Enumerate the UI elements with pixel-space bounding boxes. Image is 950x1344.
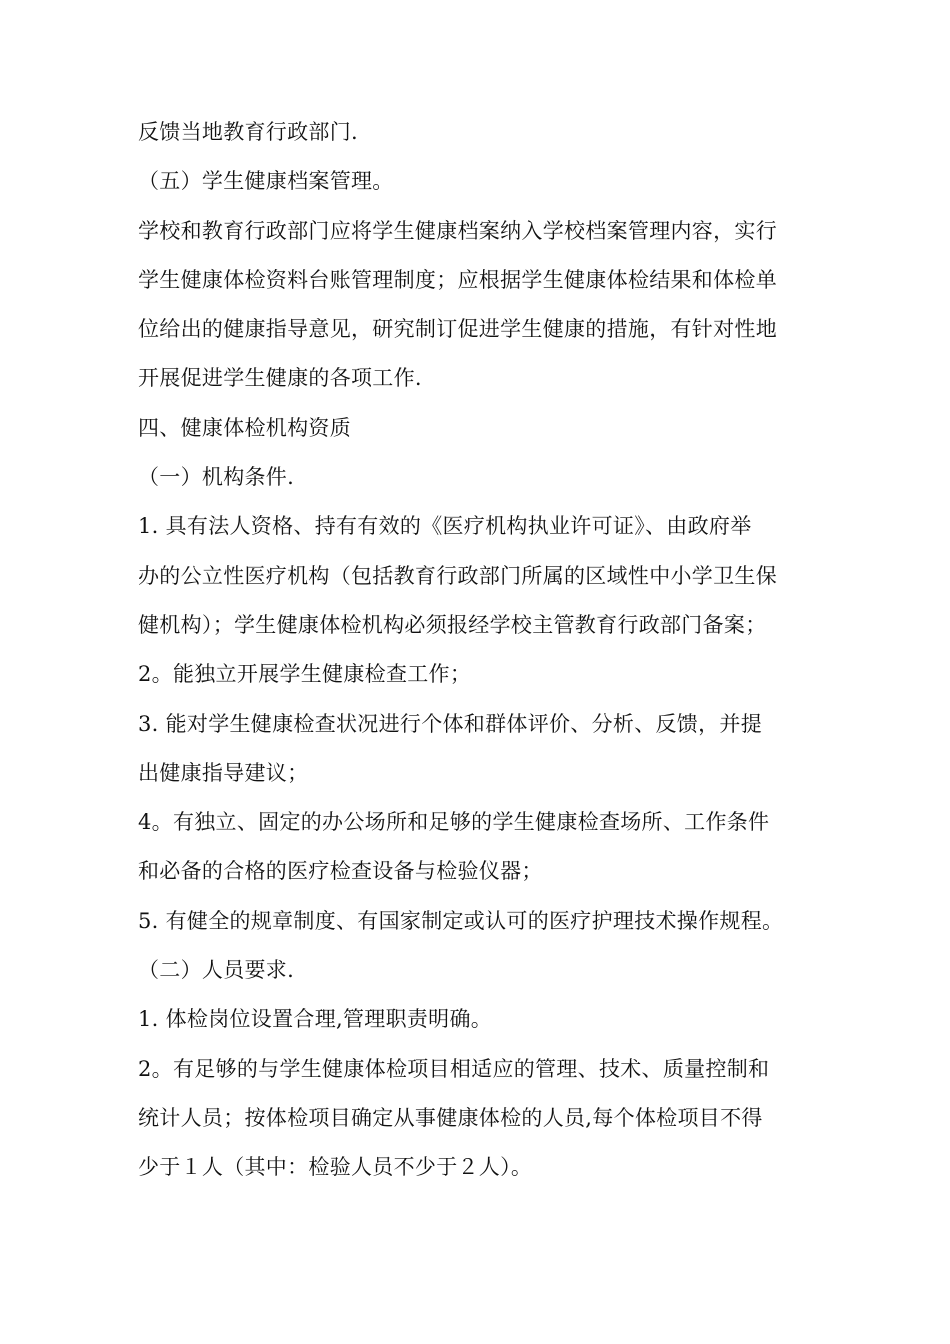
section-heading: （一）机构条件. [138,465,295,490]
text-line: 健机构）；学生健康体检机构必须报经学校主管教育行政部门备案； [138,612,767,637]
list-item: 3. 能对学生健康检查状况进行个体和群体评价、分析、反馈，并提 [138,711,763,736]
list-item: 1. 具有法人资格、持有有效的《医疗机构执业许可证》、由政府举 [138,514,752,539]
section-heading: （二）人员要求. [138,958,295,983]
text-line: 位给出的健康指导意见，研究制订促进学生健康的措施，有针对性地 [138,317,777,342]
list-item: 2。有足够的与学生健康体检项目相适应的管理、技术、质量控制和 [138,1056,770,1081]
document-body [138,108,818,1193]
text-line: 统计人员；按体检项目确定从事健康体检的人员,每个体检项目不得 [138,1105,763,1130]
text-line: 和必备的合格的医疗检查设备与检验仪器； [138,859,543,884]
text-line: 反馈当地教育行政部门. [138,120,358,144]
chapter-heading: 四、健康体检机构资质 [138,415,351,440]
text-line: 学校和教育行政部门应将学生健康档案纳入学校档案管理内容，实行 [138,218,777,243]
text-line: 少于１人（其中：检验人员不少于２人）。 [138,1155,533,1180]
list-item: 4。有独立、固定的办公场所和足够的学生健康检查场所、工作条件 [138,810,770,835]
section-heading: （五）学生健康档案管理。 [138,169,394,194]
list-item: 5. 有健全的规章制度、有国家制定或认可的医疗护理技术操作规程。 [138,908,784,933]
list-item: 1. 体检岗位设置合理,管理职责明确。 [138,1007,493,1032]
text-line: 办的公立性医疗机构（包括教育行政部门所属的区域性中小学卫生保 [138,563,777,588]
list-item: 2。能独立开展学生健康检查工作； [138,662,472,687]
text-line: 开展促进学生健康的各项工作. [138,366,422,391]
text-line: 学生健康体检资料台账管理制度；应根据学生健康体检结果和体检单 [138,267,777,292]
text-line: 出健康指导建议； [138,760,309,785]
